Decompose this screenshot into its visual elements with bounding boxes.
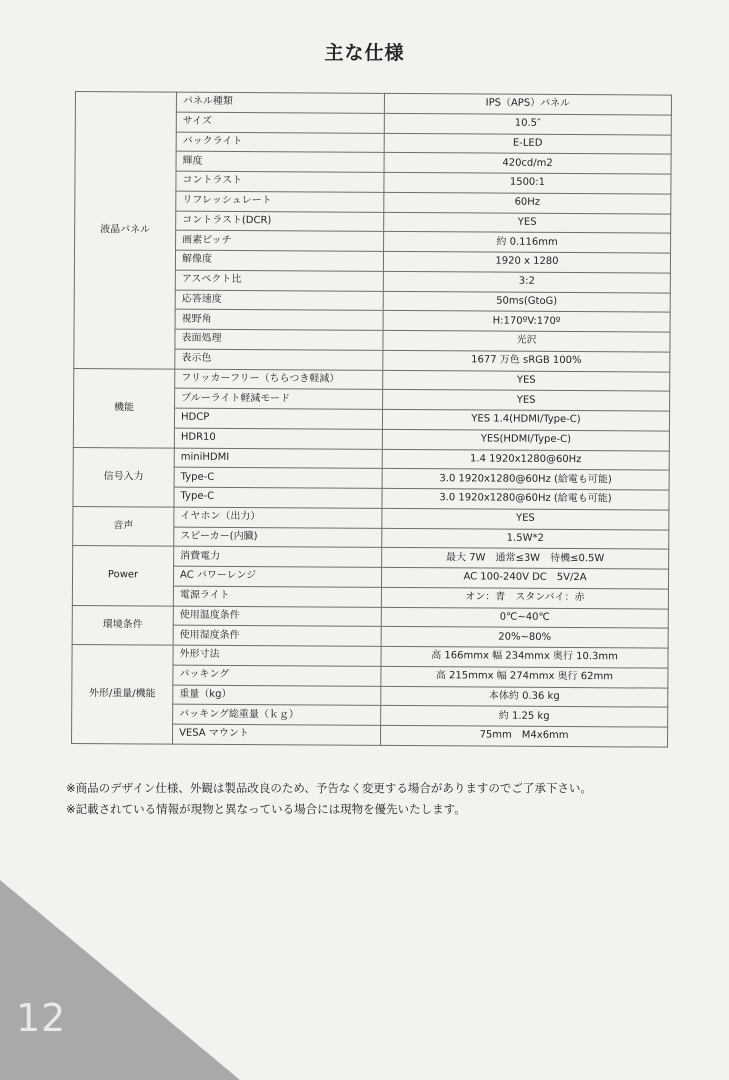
spec-item-cell: 外形寸法 [173,645,381,666]
category-cell: 音声 [73,506,174,546]
spec-value-cell: 1.5W*2 [382,528,669,550]
spec-value-cell: 1500:1 [384,172,671,194]
spec-item-cell: バックライト [176,132,384,153]
spec-value-cell: 3:2 [383,271,670,293]
page-title: 主な仕様 [324,42,405,64]
spec-item-cell: 表示色 [175,349,383,370]
spec-value-cell: 約 0.116mm [384,232,671,254]
spec-value-cell: 1.4 1920x1280@60Hz [382,449,669,471]
spec-value-cell: E-LED [384,133,671,155]
spec-item-cell: 使用温度条件 [173,606,381,627]
table-row [74,368,670,391]
spec-item-cell: スピーカー(内臓) [174,527,382,548]
category-cell: 機能 [73,368,174,448]
spec-value-cell: 本体約 0.36 kg [381,686,668,708]
spec-item-cell: 使用湿度条件 [173,625,381,646]
spec-item-cell: Type-C [174,487,382,508]
spec-value-cell: 50ms(GtoG) [383,291,670,313]
spec-item-cell: Type-C [174,467,382,488]
table-row [73,506,669,529]
spec-item-cell: フリッカーフリー（ちらつき軽減） [175,369,383,390]
spec-value-cell: 0℃~40℃ [381,607,668,629]
category-cell: Power [72,546,173,606]
spec-value-cell: 1920 x 1280 [383,251,670,273]
spec-value-cell: 3.0 1920x1280@60Hz (給電も可能) [382,469,669,491]
table-row [75,92,671,115]
spec-item-cell: 画素ピッチ [176,230,384,251]
page-number: 12 [16,996,67,1040]
spec-item-cell: コントラスト(DCR) [176,211,384,232]
spec-value-cell: YES [383,370,670,392]
spec-value-cell: 10.5″ [384,113,671,135]
spec-value-cell: 3.0 1920x1280@60Hz (給電も可能) [382,488,669,510]
spec-item-cell: アスペクト比 [175,270,383,291]
table-row [72,605,668,628]
spec-value-cell: 60Hz [384,192,671,214]
spec-value-cell: AC 100-240V DC 5V/2A [381,567,668,589]
spec-item-cell: 解像度 [175,250,383,271]
spec-value-cell: YES [382,508,669,530]
corner-triangle [0,880,240,1080]
spec-item-cell: HDCP [174,408,382,429]
spec-item-cell: ブルーライト軽減モード [175,388,383,409]
spec-value-cell: YES [384,212,671,234]
spec-item-cell: イヤホン（出力） [174,507,382,528]
spec-value-cell: 光沢 [383,330,670,352]
spec-value-cell: オン：青 スタンバイ：赤 [381,587,668,609]
category-cell: 信号入力 [73,447,174,507]
spec-value-cell: 最大 7W 通常≤3W 待機≤0.5W [382,548,669,570]
spec-item-cell: リフレッシュレート [176,191,384,212]
spec-item-cell: サイズ [176,112,384,133]
table-row [73,546,669,569]
footnote-actual-product: ※記載されている情報が現物と異なっている場合には現物を優先いたします。 [66,802,466,816]
spec-item-cell: 表面処理 [175,329,383,350]
spec-value-cell: 75mm M4x6mm [381,725,668,747]
spec-item-cell: HDR10 [174,428,382,449]
spec-item-cell: AC パワーレンジ [173,566,381,587]
spec-value-cell: 20%~80% [381,627,668,649]
spec-item-cell: 消費電力 [174,546,382,567]
spec-item-cell: 重量（kg） [173,685,381,706]
spec-value-cell: 高 166mmx 幅 234mmx 奥行 10.3mm [381,646,668,668]
category-cell: 液晶パネル [74,92,177,369]
spec-value-cell: H:170ºV:170º [383,311,670,333]
spec-item-cell: miniHDMI [174,448,382,469]
spec-table-body [72,92,672,747]
corner-decoration [0,880,240,1080]
category-cell: 外形/重量/機能 [72,644,174,743]
table-row [73,447,669,470]
spec-item-cell: 電源ライト [173,586,381,607]
table-row [72,644,668,667]
spec-value-cell: IPS（APS）パネル [384,93,671,115]
spec-item-cell: 視野角 [175,309,383,330]
spec-item-cell: パネル種類 [176,92,384,113]
spec-item-cell: 応答速度 [175,290,383,311]
spec-item-cell: 輝度 [176,151,384,172]
spec-value-cell: 420cd/m2 [384,153,671,175]
footnote-design-change: ※商品のデザイン仕様、外観は製品改良のため、予告なく変更する場合がありますのでご了承下さい。 [66,781,592,795]
spec-item-cell: パッキング総重量（ｋｇ） [173,704,381,725]
spec-table [71,91,672,747]
spec-item-cell: VESA マウント [173,724,381,745]
spec-item-cell: コントラスト [176,171,384,192]
spec-value-cell: YES 1.4(HDMI/Type-C) [382,409,669,431]
spec-value-cell: 高 215mmx 幅 274mmx 奥行 62mm [381,666,668,688]
spec-value-cell: 1677 万色 sRGB 100% [383,350,670,372]
footnotes [66,778,686,820]
spec-value-cell: 約 1.25 kg [381,706,668,728]
spec-value-cell: YES(HDMI/Type-C) [382,429,669,451]
spec-value-cell: YES [383,390,670,412]
category-cell: 環境条件 [72,605,173,645]
spec-item-cell: パッキング [173,665,381,686]
